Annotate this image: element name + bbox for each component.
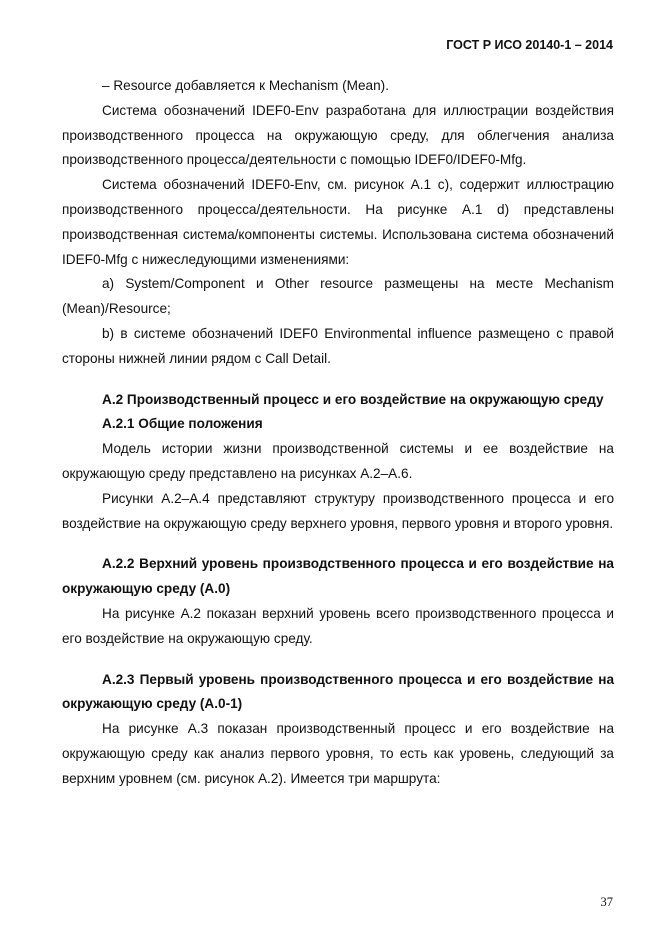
paragraph: На рисунке А.3 показан производственный процесс и его воздействие на окружающую среду как анализ первого уровня, то есть как уровень, следующий за верхним уровнем (см. рисунок А.2). Имеется три маршрута: (62, 721, 614, 786)
spacer (62, 536, 614, 552)
paragraph: Система обозначений IDEF0-Env разработана для иллюстрации воздействия производственного процесса на окружающую среду, для облегчения анализа производственного процесса/деятельности с помощью IDEF0/IDEF0-Mfg. (62, 102, 614, 168)
paragraph: Система обозначений IDEF0-Env, см. рисунок А.1 с), содержит иллюстрацию производственного процесса/деятельности. На рисунке А.1 d) представлены производственная система/компоненты системы. Использована система обозначений IDEF0-Mfg с нижеследующими изменениями: (62, 177, 614, 267)
page-number: 37 (600, 895, 613, 909)
paragraph: b) в системе обозначений IDEF0 Environmental influence размещено с правой стороны нижней линии рядом с Call Detail. (62, 325, 614, 366)
spacer (62, 372, 614, 388)
subsection-heading: А.2.2 Верхний уровень производственного процесса и его воздействие на окружающую среду (А.0) (62, 556, 614, 597)
paragraph: На рисунке А.2 показан верхний уровень всего производственного процесса и его воздействие на окружающую среду. (62, 605, 614, 646)
section-heading: А.2 Производственный процесс и его воздействие на окружающую среду (102, 391, 604, 407)
paragraph: Рисунки А.2–А.4 представляют структуру производственного процесса и его воздействие на окружающую среду верхнего уровня, первого уровня и второго уровня. (62, 490, 614, 531)
list-item: – Resource добавляется к Mechanism (Mean). (102, 78, 389, 93)
subsection-heading: А.2.3 Первый уровень производственного процесса и его воздействие на окружающую среду (А.0-1) (62, 671, 614, 712)
subsection-heading: А.2.1 Общие положения (102, 416, 263, 432)
spacer (62, 652, 614, 668)
paragraph: а) System/Component и Other resource размещены на месте Mechanism (Mean)/Resource; (62, 276, 614, 317)
document-header: ГОСТ Р ИСО 20140-1 – 2014 (446, 38, 613, 52)
paragraph: Модель истории жизни производственной системы и ее воздействие на окружающую среду представлено на рисунках А.2–А.6. (62, 441, 614, 481)
document-body (62, 74, 614, 792)
